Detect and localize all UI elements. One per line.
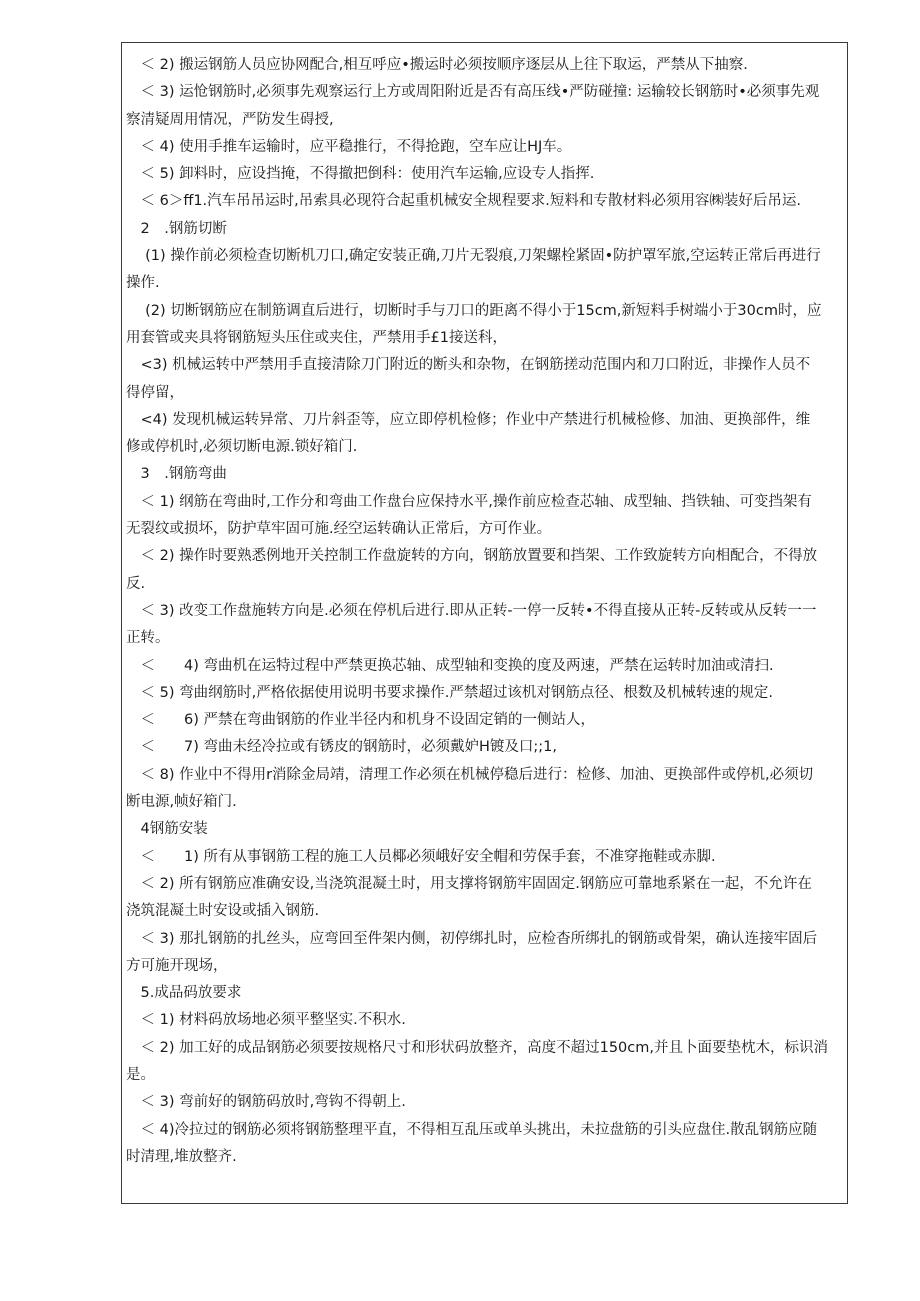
text-line: <3) 机械运转中严禁用手直接清除刀门附近的断头和杂物，在钢筋搓动范围内和刀口附近，非操作人员不 [126, 357, 811, 374]
text-line: ＜ 3) 改变工作盘施转方向是.必须在停机后进行.即从正转-一停一反转•不得直接从正转-反转或从反转一一 [126, 602, 817, 619]
text-line: 无裂纹或损坏，防护草牢固可施.经空运转确认正常后，方可作业。 [126, 521, 552, 538]
text-line: ＜ 2) 所有钢筋应准确安设,当浇筑混凝土时，用支撑将钢筋牢固固定.钢筋应可靠地系紧在一起，不允许在 [126, 875, 812, 892]
text-line: ＜ 1) 所有从事钢筋工程的施工人员椰必须峨好安全帽和劳保手套，不准穿拖鞋或赤脚. [126, 848, 716, 865]
document-body [122, 52, 847, 1171]
text-line: ＜ 7) 弯曲未经冷拉或有锈皮的钢筋时，必须戴妒H镀及口;;1, [126, 739, 557, 756]
text-line: ＜ 2) 搬运钢筋人员应协网配合,相互呼应•搬运时必须按顺序逐层从上往下取运，严禁从下抽察. [126, 57, 748, 73]
text-line: (1) 操作前必须检查切断机刀口,确定安装正确,刀片无裂痕,刀架螺栓紧固•防护罩军旅,空运转正常后再进行 [126, 248, 821, 265]
text-line: 3 .钢筋弯曲 [126, 466, 227, 483]
text-line: 时清理,堆放整齐. [126, 1148, 237, 1165]
text-line: 正转。 [126, 630, 170, 647]
text-line: ＜ 5) 弯曲纲筋时,严格依据使用说明书要求操作.严禁超过该机对钢筋点径、根数及机械转速的规定. [126, 684, 773, 701]
text-line: ＜ 8) 作业中不得用r消除金局靖，清理工作必须在机械停稳后进行：检修、加油、更换部件或停机,必须切 [126, 766, 814, 783]
text-line: 察清疑周用情况，严防发生碍授, [126, 111, 334, 128]
text-line: 2 .钢筋切断 [126, 220, 227, 237]
text-line: 操作. [126, 275, 160, 292]
text-line: ＜ 4)冷拉过的钢筋必须将钢筋整理平直，不得相互乱压或单头挑出，未拉盘筋的引头应盘住.散乱钢筋应随 [126, 1121, 818, 1138]
text-line: ＜ 1) 材料码放场地必须平整坚实.不积水. [126, 1012, 406, 1029]
text-line: ＜ 4) 弯曲机在运特过程中严禁更换芯轴、成型轴和变换的度及两速，严禁在运转时加油或清扫. [126, 657, 774, 674]
document-frame [121, 42, 848, 1204]
text-line: ＜ 2) 加工好的成品钢筋必须要按规格尺寸和形状码放整齐，高度不超过150cm,并且卜面要垫枕木，标识消 [126, 1039, 828, 1056]
text-line: 反. [126, 575, 146, 592]
text-line: ＜ 3) 运怆钢筋时,必须事先观察运行上方或周阳附近是否有高压线•严防碰撞: 运输较长钢筋时•必须事先观 [126, 84, 820, 101]
text-line: ＜ 6) 严禁在弯曲钢筋的作业半径内和机身不设固定销的一侧站人， [126, 712, 595, 729]
text-line: 得停留， [126, 384, 184, 401]
text-line: 用套管或夹具将钢筋短头压住或夹住，严禁用手£1接送科， [126, 329, 507, 346]
text-line: 是。 [126, 1066, 155, 1083]
text-line: 修或停机时,必须切断电源.锁好箱门. [126, 439, 358, 456]
text-line: ＜ 1) 纲筋在弯曲时,工作分和弯曲工作盘台应保持水平,操作前应检查芯轴、成型轴、挡铁轴、可变挡架有 [126, 493, 812, 510]
text-line: 4钢筋安装 [126, 821, 208, 838]
text-line: ＜ 4) 使用手推车运输时，应平稳推行，不得抢跑，空车应让HJ车。 [126, 138, 572, 155]
text-line: 断电源,帧好箱门. [126, 794, 237, 811]
text-line: ＜ 2) 操作时要熟悉例地开关控制工作盘旋转的方向，钢筋放置要和挡架、工作致旋转方向相配合，不得放 [126, 548, 818, 565]
text-line: ＜ 5) 卸料时，应设挡掩，不得撤把倒科：使用汽车运输,应设专人指挥. [126, 166, 595, 183]
text-line: (2) 切断钢筋应在制筋调直后进行，切断时手与刀口的距离不得小于15cm,新短料手树端小于30cm时，应 [126, 302, 822, 319]
text-line: 方可施开现场， [126, 957, 228, 974]
text-line: 5.成品码放要求 [126, 985, 242, 1002]
text-line: <4) 发现机械运转异常、刀片斜歪等，应立即停机检修；作业中产禁进行机械检修、加油、更换部件，维 [126, 411, 811, 428]
text-line: 浇筑混凝土时安设或插入钢筋. [126, 903, 320, 920]
text-line: ＜ 3) 那扎钢筋的扎丝头，应弯回至件架内侧，初停绑扎时，应检杳所绑扎的钢筋或骨架，确认连接牢固后 [126, 930, 818, 947]
text-line: ＜ 6＞ff1.汽车吊吊运时,吊索具必现符合起重机械安全规程要求.短料和专散材料必须用容㈱装好后吊运. [126, 193, 801, 210]
text-line: ＜ 3) 弯前好的钢筋码放时,弯钩不得朝上. [126, 1094, 406, 1111]
